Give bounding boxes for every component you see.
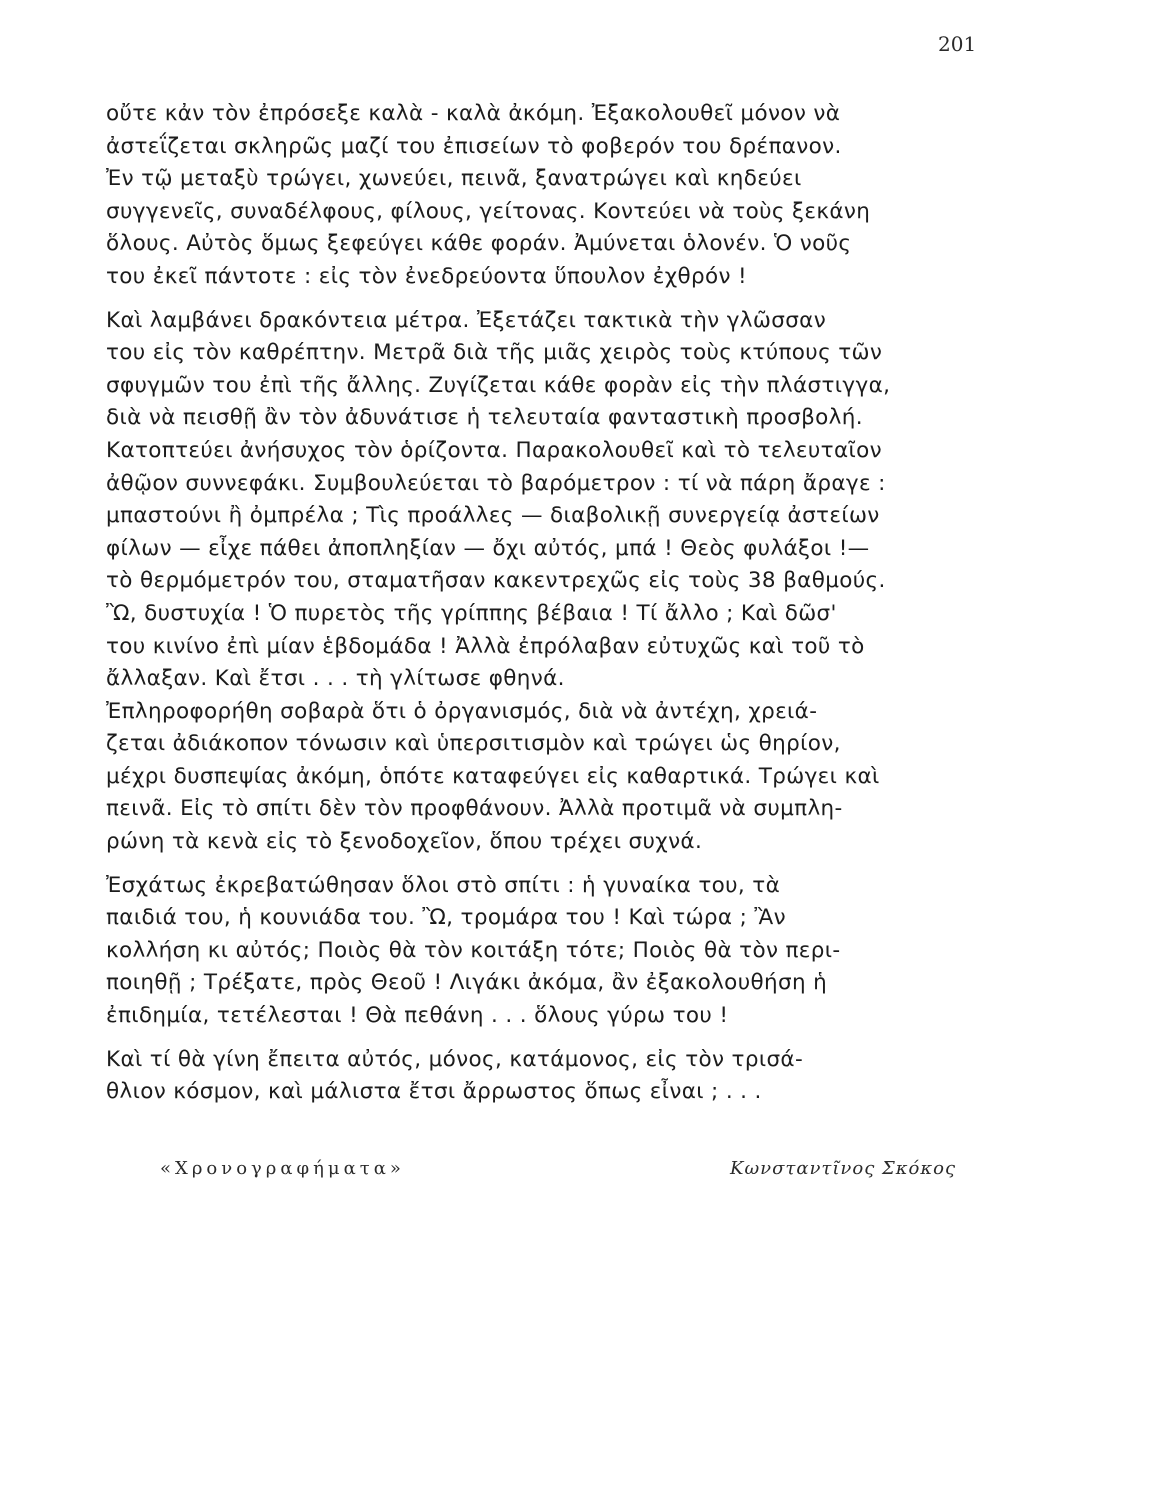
- text-line: ὅλους. Αὐτὸς ὅμως ξεφεύγει κάθε φοράν. Ἀμύνεται ὁλονέν. Ὁ νοῦς: [106, 231, 852, 257]
- paragraph-gap: [106, 859, 991, 870]
- text-line: ἐπιδημία, τετέλεσται ! Θὰ πεθάνη . . . ὅλους γύρω του !: [106, 1003, 729, 1029]
- text-line: μπαστούνι ἢ ὀμπρέλα ; Τὶς προάλλες — διαβολικῇ συνεργείᾳ ἀστείων: [106, 503, 880, 529]
- text-line: σφυγμῶν του ἐπὶ τῆς ἄλλης. Ζυγίζεται κάθε φορὰν εἰς τὴν πλάστιγγα,: [106, 372, 891, 398]
- text-line: κολλήση κι αὐτός; Ποιὸς θὰ τὸν κοιτάξη τότε; Ποιὸς θὰ τὸν περι-: [106, 937, 841, 963]
- text-line: διὰ νὰ πεισθῇ ἂν τὸν ἀδυνάτισε ἡ τελευταία φανταστικὴ προσβολή.: [106, 405, 863, 431]
- text-line: οὔτε κἀν τὸν ἐπρόσεξε καλὰ - καλὰ ἀκόμη. Ἐξακολουθεῖ μόνον νὰ: [106, 101, 841, 126]
- source-title: «Χρονογραφήματα»: [160, 1158, 405, 1179]
- author-name: Κωνσταντῖνος Σκόκος: [730, 1158, 957, 1179]
- text-line: συγγενεῖς, συναδέλφους, φίλους, γείτονας. Κοντεύει νὰ τοὺς ξεκάνη: [106, 198, 871, 224]
- text-line: μέχρι δυσπεψίας ἀκόμη, ὁπότε καταφεύγει εἰς καθαρτικά. Τρώγει καὶ: [106, 763, 880, 789]
- text-line: του κινίνο ἐπὶ μίαν ἑβδομάδα ! Ἀλλὰ ἐπρόλαβαν εὐτυχῶς καὶ τοῦ τὸ: [106, 633, 865, 659]
- text-line: Ὢ, δυστυχία ! Ὁ πυρετὸς τῆς γρίππης βέβαια ! Τί ἄλλο ; Καὶ δῶσ': [106, 600, 837, 626]
- text-line: Καὶ λαμβάνει δρακόντεια μέτρα. Ἐξετάζει τακτικὰ τὴν γλῶσσαν: [106, 307, 827, 333]
- text-line: παιδιά του, ἡ κουνιάδα του. Ὢ, τρομάρα του ! Καὶ τώρα ; Ἂν: [106, 905, 786, 931]
- text-line: πεινᾶ. Εἰς τὸ σπίτι δὲν τὸν προφθάνουν. Ἀλλὰ προτιμᾶ νὰ συμπλη-: [106, 796, 843, 822]
- text-line: Ἐπληροφορήθη σοβαρὰ ὅτι ὁ ὀργανισμός, διὰ νὰ ἀντέχη, χρειά-: [106, 698, 818, 724]
- paragraph-gap: [106, 1033, 991, 1044]
- text-line: θλιον κόσμον, καὶ μάλιστα ἔτσι ἄρρωστος ὅπως εἶναι ; . . .: [106, 1079, 762, 1105]
- text-line: Καὶ τί θὰ γίνη ἔπειτα αὐτός, μόνος, κατάμονος, εἰς τὸν τρισά-: [106, 1046, 804, 1072]
- text-line: ρώνη τὰ κενὰ εἰς τὸ ξενοδοχεῖον, ὅπου τρέχει συχνά.: [106, 829, 703, 855]
- text-line: του εἰς τὸν καθρέπτην. Μετρᾶ διὰ τῆς μιᾶς χειρὸς τοὺς κτύπους τῶν: [106, 340, 883, 366]
- text-line: ζεται ἀδιάκοπον τόνωσιν καὶ ὑπερσιτισμὸν καὶ τρώγει ὡς θηρίον,: [106, 731, 841, 757]
- body-text: [106, 98, 991, 1109]
- paragraph-gap: [106, 294, 991, 305]
- text-line: Κατοπτεύει ἀνήσυχος τὸν ὁρίζοντα. Παρακολουθεῖ καὶ τὸ τελευταῖον: [106, 437, 882, 463]
- text-line: Ἐν τῷ μεταξὺ τρώγει, χωνεύει, πεινᾶ, ξανατρώγει καὶ κηδεύει: [106, 166, 802, 192]
- text-line: Ἐσχάτως ἐκρεβατώθησαν ὅλοι στὸ σπίτι : ἡ γυναίκα του, τὰ: [106, 872, 781, 898]
- text-line: ἀστεΐζεται σκληρῶς μαζί του ἐπισείων τὸ φοβερόν του δρέπανον.: [106, 133, 842, 159]
- text-line: φίλων — εἶχε πάθει ἀποπληξίαν — ὄχι αὐτός, μπά ! Θεὸς φυλάξοι !—: [106, 535, 870, 561]
- page-number: 201: [938, 32, 977, 56]
- text-line: ἀθῷον συννεφάκι. Συμβουλεύεται τὸ βαρόμετρον : τί νὰ πάρη ἄραγε :: [106, 470, 886, 496]
- text-line: ποιηθῇ ; Τρέξατε, πρὸς Θεοῦ ! Λιγάκι ἀκόμα, ἂν ἐξακολουθήση ἡ: [106, 970, 828, 996]
- text-line: του ἐκεῖ πάντοτε : εἰς τὸν ἐνεδρεύοντα ὕπουλον ἐχθρόν !: [106, 263, 748, 289]
- text-line: τὸ θερμόμετρόν του, σταματῆσαν κακεντρεχῶς εἰς τοὺς 38 βαθμούς.: [106, 568, 886, 594]
- text-line: ἄλλαξαν. Καὶ ἔτσι . . . τὴ γλίτωσε φθηνά.: [106, 666, 565, 692]
